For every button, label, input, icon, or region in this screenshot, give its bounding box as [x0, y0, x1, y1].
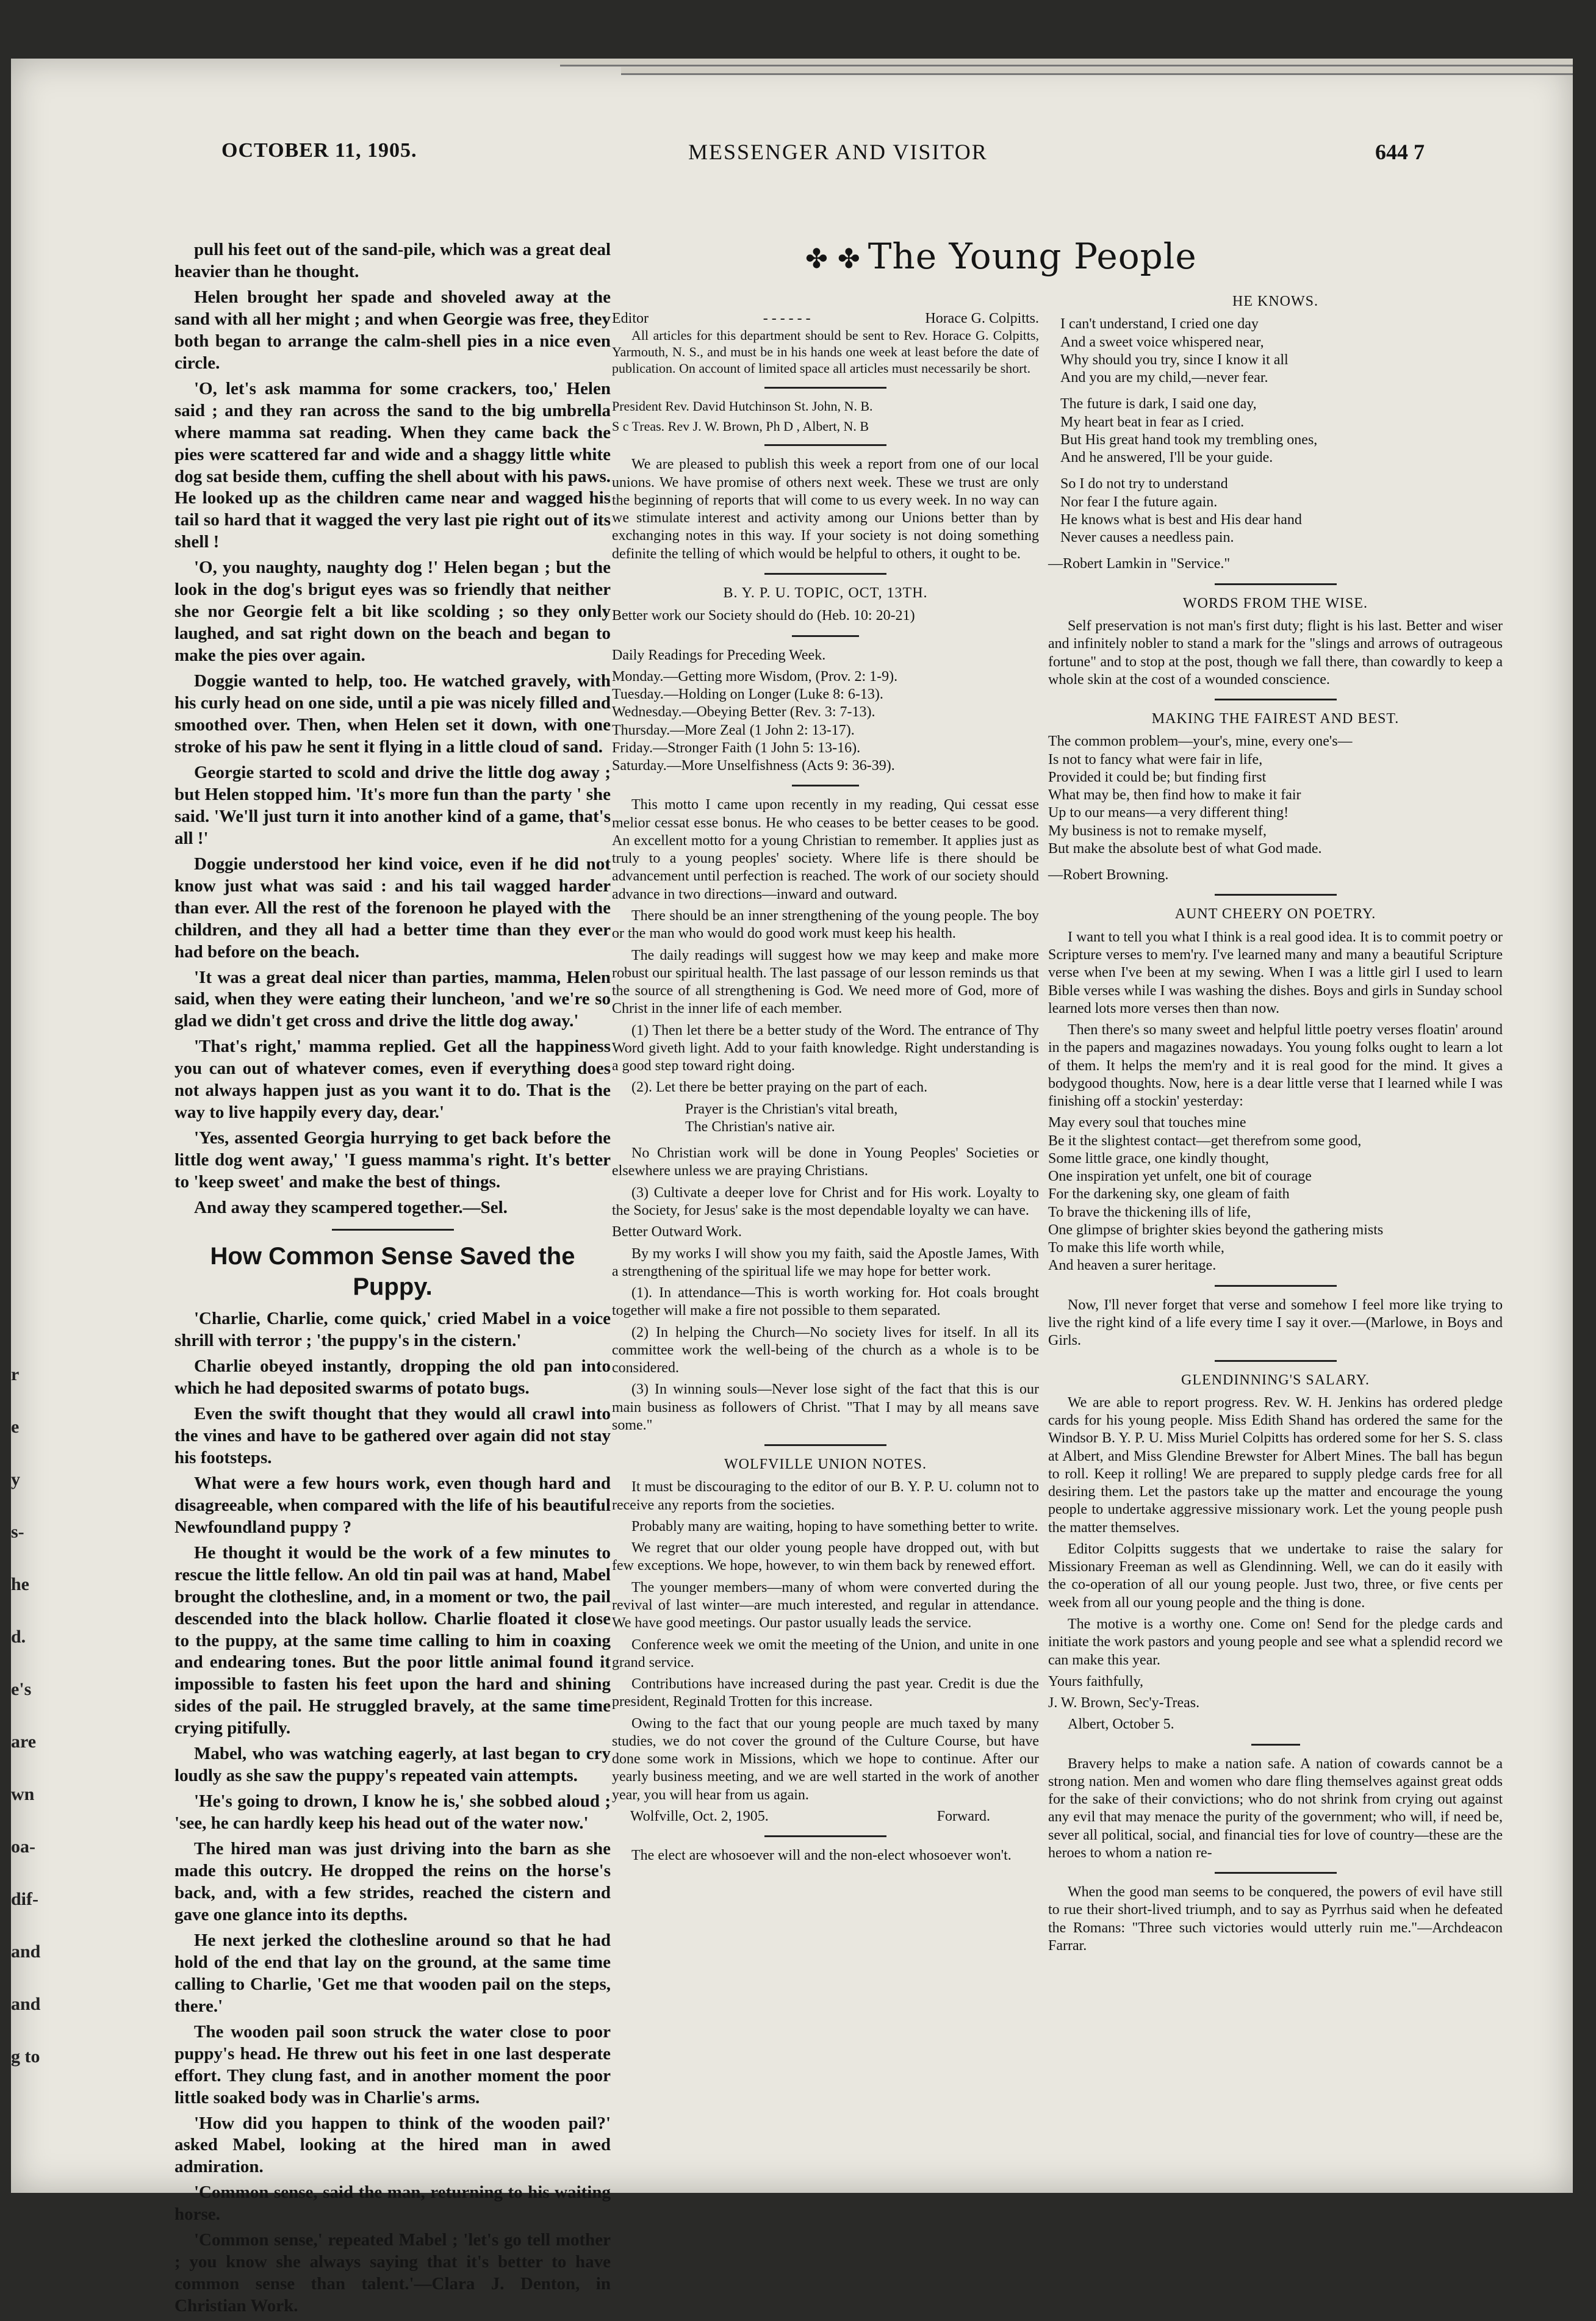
- margin-fragment: d.: [11, 1627, 26, 1647]
- paragraph: The younger members—many of whom were converted during the revival of last winter—are much interested, and regular in attendance. We have good meetings. Our pastor usually leads the service.: [612, 1579, 1039, 1632]
- fairest-poem: The common problem—your's, mine, every one's— Is not to fancy what were fair in life, Provided it could be; but finding first What may be, then find how to make it fair Up to our means—a very different thing! My business is not to remake myself, But make the absolute best of what God made.: [1048, 733, 1353, 857]
- paragraph: (2) In helping the Church—No society lives for itself. In all its committee work the well-being of the church as a whole is to be considered.: [612, 1324, 1039, 1376]
- paragraph: Conference week we omit the meeting of the Union, and unite in one grand service.: [612, 1636, 1039, 1671]
- he-knows-attribution: —Robert Lamkin in "Service.": [1048, 556, 1231, 572]
- daily-heading: Daily Readings for Preceding Week.: [612, 647, 826, 663]
- paragraph: (3) Cultivate a deeper love for Christ and for His work. Loyalty to the Society, for Jesus' sake is the most dependable loyalty we can have.: [612, 1184, 1039, 1218]
- margin-fragment: s-: [11, 1522, 24, 1542]
- puppy-story: [174, 1308, 611, 2317]
- he-knows-poem: [1048, 315, 1503, 547]
- poem-stanza: I can't understand, I cried one day And a sweet voice whispered near, Why should you try, since I know it all And you are my child,—never fear.: [1060, 316, 1289, 386]
- topic-body: [612, 796, 1039, 1096]
- glendinning-signature: J. W. Brown, Sec'y-Treas.: [1048, 1695, 1200, 1711]
- margin-fragment: he: [11, 1574, 29, 1594]
- editor-line: [612, 310, 1039, 328]
- signature-word: Forward.: [936, 1808, 990, 1824]
- bravery-paragraph: Bravery helps to make a nation safe. A nation of cowards cannot be a strong nation. Men and women who dare fling themselves against great odds for the sake of their convictions; who do not shrink from crying out against any evil that may menace the purity of the government; who will, if need be, sever all political, social, and financial ties for love of country—these are the heroes to whom a nation re-: [1048, 1755, 1503, 1861]
- paragraph: 'How did you happen to think of the wooden pail?' asked Mabel, looking at the hired man in awed admiration.: [174, 2113, 611, 2177]
- paragraph: 'O, you naughty, naughty dog !' Helen began ; but the look in the dog's brigut eyes was so friendly that neither she nor Georgie felt a bit like scolding ; so they only laughed, and sat right down on the beach and began to make the pies over again.: [174, 558, 611, 666]
- issue-date: OCTOBER 11, 1905.: [221, 139, 417, 162]
- story-continuation: [174, 239, 611, 1219]
- paragraph: 'That's right,' mamma replied. Get all the happiness you can out of whatever comes, even if everything does not always happen just as you want it to do. That is the way to live happily every day, dear.': [174, 1037, 611, 1123]
- editor-label: Editor: [612, 311, 649, 326]
- paragraph: Even the swift thought that they would all crawl into the vines and have to be gathered over again did not stay his footsteps.: [174, 1403, 611, 1467]
- margin-fragment: g to: [11, 2046, 40, 2067]
- paragraph: Contributions have increased during the past year. Credit is due the president, Reginald Trotten for this increase.: [612, 1676, 1039, 1710]
- paragraph: Editor Colpitts suggests that we undertake to raise the salary for Missionary Freeman as well as Glendinning. Well, we can do it easily with the co-operation of all our young people. Just two, three, or five cents per week from all our young people and the thing is done.: [1048, 1541, 1503, 1611]
- divider: [1215, 699, 1337, 700]
- flourish-icon: ✤ ✤: [805, 243, 861, 275]
- column-right: [1048, 284, 1503, 1959]
- divider: [1215, 1360, 1337, 1362]
- margin-fragment: y: [11, 1469, 20, 1489]
- topic-subheading: Better work our Society should do (Heb. 10: 20-21): [612, 608, 915, 624]
- section-title-text: The Young People: [868, 236, 1197, 277]
- elect-quote: The elect are whosoever will and the non-elect whosoever won't.: [631, 1848, 1012, 1864]
- aunt-cheery-ending: Now, I'll never forget that verse and somehow I feel more like trying to live the right kind of a life every time I say it over.—(Marlowe, in Boys and Girls.: [1048, 1297, 1503, 1349]
- divider: [764, 573, 886, 575]
- he-knows-heading: HE KNOWS.: [1232, 293, 1318, 309]
- paragraph: 'Common sense,' repeated Mabel ; 'let's go tell mother ; you know she always saying that it's better to have common sense than talent.'—Clara J. Denton, in Christian Work.: [174, 2230, 611, 2316]
- aunt-cheery-body: [1048, 929, 1503, 1111]
- page-edge: [560, 59, 1573, 67]
- wolfville-heading: WOLFVILLE UNION NOTES.: [724, 1456, 927, 1473]
- paragraph: He thought it would be the work of a few minutes to rescue the little fellow. An old tin pail was at hand, Mabel brought the clothesline, and, in a moment or two, the pail descended into the black hollow. Charlie floated it close to the puppy, at the same time calling to him in coaxing and endearing tones. But the poor little animal found it impossible to fasten his feet upon the hard and shining sides of the pail. He struggled bravely, at the same time crying pitifully.: [174, 1542, 611, 1738]
- page-number: 644 7: [1375, 140, 1425, 164]
- paragraph: Charlie obeyed instantly, dropping the old pan into which he had deposited swarms of potato bugs.: [174, 1356, 611, 1398]
- fairest-attribution: —Robert Browning.: [1048, 867, 1169, 883]
- fairest-heading: MAKING THE FAIREST AND BEST.: [1151, 711, 1400, 727]
- divider: [764, 387, 886, 389]
- glendinning-closing: Yours faithfully,: [1048, 1673, 1144, 1689]
- newspaper-title: MESSENGER AND VISITOR: [688, 140, 988, 164]
- aunt-cheery-heading: AUNT CHEERY ON POETRY.: [1174, 906, 1376, 923]
- paragraph: He next jerked the clothesline around so that he had hold of the end that lay on the ground, at the same time calling to Charlie, 'Get me that wooden pail on the steps, there.': [174, 1930, 611, 2016]
- topic-heading: B. Y. P. U. TOPIC, OCT, 13TH.: [723, 585, 928, 601]
- divider: [764, 444, 886, 446]
- daily-readings-list: [612, 668, 1039, 775]
- poem-stanza: The future is dark, I said one day, My heart beat in fear as I cried. But His great hand took my trembling ones, And he answered, I'll be your guide.: [1060, 396, 1318, 466]
- glendinning-body: [1048, 1394, 1503, 1669]
- wolfville-body: [612, 1478, 1039, 1804]
- daily-reading-item: Thursday.—More Zeal (1 John 2: 13-17).: [612, 722, 855, 738]
- left-margin-fragments: [11, 1364, 43, 2099]
- paragraph: (1) Then let there be a better study of the Word. The entrance of Thy Word giveth light. Add to your faith knowledge. Right understanding is a good step toward right doing.: [612, 1022, 1039, 1074]
- daily-reading-item: Wednesday.—Obeying Better (Rev. 3: 7-13).: [612, 704, 875, 721]
- paragraph: I want to tell you what I think is a real good idea. It is to commit poetry or Scripture verses to mem'ry. I've learned many and many a beautiful Scripture verse when I've been at my sewing. When I was a little girl I used to learn Bible verses while I was washing the dishes. Boys and girls in Sunday school learned lots more verses then than now.: [1048, 929, 1503, 1017]
- paragraph: The hired man was just driving into the barn as she made this outcry. He dropped the reins on the horse's back, and, with a few strides, reached the cistern and gave one glance into its depths.: [174, 1839, 611, 1924]
- divider: [1251, 1744, 1300, 1746]
- treasurer-line: S c Treas. Rev J. W. Brown, Ph D , Albert, N. B: [612, 418, 869, 434]
- paragraph: By my works I will show you my faith, said the Apostle James, With a strengthening of the spiritual life we may hope for better work.: [612, 1245, 1039, 1279]
- topic-body-2: [612, 1145, 1039, 1220]
- daily-reading-item: Saturday.—More Unselfishness (Acts 9: 36-39).: [612, 758, 895, 774]
- margin-fragment: dif-: [11, 1889, 38, 1909]
- farrar-quote: When the good man seems to be conquered, the powers of evil have still to rue their short-lived triumph, and to say as Pyrrhus said when he defeated the Romans: "Three such victories would utterly ruin me."—Archdeacon Farrar.: [1048, 1884, 1503, 1954]
- paragraph: And away they scampered together.—Sel.: [194, 1198, 508, 1218]
- paragraph: 'He's going to drown, I know he is,' she sobbed aloud ; 'see, he can hardly keep his head out of the water now.': [174, 1791, 611, 1833]
- paragraph: The daily readings will suggest how we may keep and make more robust our spiritual health. The last passage of our lesson reminds us that the source of all strengthening is God. We need more of God, more of Christ in the inner life of each member.: [612, 947, 1039, 1017]
- aunt-cheery-poem: May every soul that touches mine Be it the slightest contact—get therefrom some good, Some little grace, one kindly thought, One inspiration yet unfelt, one bit of courage For the darkening sky, one gleam of faith To brave the thickening ills of life, One glimpse of brighter skies beyond the gathering mists To make this life worth while, And heaven a surer heritage.: [1048, 1115, 1384, 1274]
- margin-fragment: are: [11, 1732, 37, 1752]
- paragraph: Georgie started to scold and drive the little dog away ; but Helen stopped him. 'It's more fun than the party ' she said. 'We'll just turn it into another kind of a game, that's all !': [174, 762, 611, 848]
- divider: [792, 635, 859, 637]
- glendinning-heading: GLENDINNING'S SALARY.: [1181, 1372, 1370, 1388]
- paragraph: pull his feet out of the sand-pile, which was a great deal heavier than he thought.: [174, 240, 611, 281]
- paragraph: Doggie understood her kind voice, even if he did not know just what was said : and his tail wagged harder than ever. All the rest of the forenoon he played with the children, and they all had a better time than they ever had before on the beach.: [174, 854, 611, 962]
- paragraph: 'It was a great deal nicer than parties, mamma, Helen said, when they were eating their luncheon, 'and we're so glad we didn't get cross and drive the little dog away.': [174, 967, 611, 1031]
- paragraph: We regret that our older young people have dropped out, with but few exceptions. We hope, however, to win them back by renewed effort.: [612, 1540, 1039, 1574]
- divider: [1215, 1872, 1337, 1874]
- signature-place: Wolfville, Oct. 2, 1905.: [630, 1808, 769, 1824]
- newspaper-page: [11, 59, 1573, 2316]
- margin-fragment: r: [11, 1364, 20, 1384]
- daily-reading-item: Tuesday.—Holding on Longer (Luke 8: 6-13).: [612, 686, 883, 703]
- paragraph: What were a few hours work, even though hard and disagreeable, when compared with the life of his beautiful Newfoundland puppy ?: [174, 1473, 611, 1537]
- paragraph: (3) In winning souls—Never lose sight of the fact that this is our main business as followers of Christ. "That I may by all means save some.": [612, 1381, 1039, 1433]
- paragraph: The motive is a worthy one. Come on! Send for the pledge cards and initiate the work pastors and young people and see what a splendid record we can make this year.: [1048, 1616, 1503, 1668]
- page-edge: [621, 67, 1573, 75]
- paragraph: Then there's so many sweet and helpful little poetry verses floatin' around in the papers and magazines nowadays. You young folks ought to learn a lot of them. It helps the mem'ry and it is real good for the mind. It gives a bodygood thoughts. Now, here is a dear little verse that I learned while I was finishing off a stockin' yesterday:: [1048, 1022, 1503, 1110]
- glendinning-place: Albert, October 5.: [1068, 1716, 1174, 1733]
- paragraph: There should be an inner strengthening of the young people. The boy or the man who would do good work must keep his health.: [612, 907, 1039, 942]
- paragraph: (2). Let there be better praying on the part of each.: [631, 1079, 928, 1096]
- margin-fragment: and: [11, 1994, 41, 2014]
- margin-fragment: e's: [11, 1679, 32, 1699]
- section-title: [798, 236, 1197, 277]
- paragraph: 'Common sense, said the man, returning to his waiting horse.: [174, 2182, 611, 2225]
- paragraph: The wooden pail soon struck the water close to poor puppy's head. He threw out his feet in one last desperate effort. They clung fast, and in another moment the poor little soaked body was in Charlie's arms.: [174, 2021, 611, 2107]
- paragraph: Owing to the fact that our young people are much taxed by many studies, we do not cover the ground of the Culture Course, but have done some work in Missions, which we hope to continue. After our yearly business meeting, and we are well started in the work of another year, you will hear from us again.: [612, 1715, 1039, 1803]
- margin-fragment: e: [11, 1417, 20, 1437]
- prayer-poem: Prayer is the Christian's vital breath, The Christian's native air.: [685, 1101, 898, 1135]
- column-left: [174, 239, 611, 2321]
- margin-fragment: oa-: [11, 1837, 35, 1857]
- paragraph: 'Charlie, Charlie, come quick,' cried Mabel in a voice shrill with terror ; 'the puppy's in the cistern.': [174, 1309, 611, 1351]
- margin-fragment: and: [11, 1941, 41, 1962]
- paragraph: 'Yes, assented Georgia hurrying to get back before the little dog went away,' 'I guess mamma's right. It's better to 'keep sweet' and make the best of things.: [174, 1128, 611, 1192]
- paragraph: 'O, let's ask mamma for some crackers, too,' Helen said ; and they ran across the sand to the big umbrella where mamma sat reading. When they came back the pies were scattered far and wide and a shaggy little white dog sat beside them, cuffing the shell about with his paws. He looked up as the children came near and wagged his tail so hard that it wagged the very last pie right out of its shell !: [174, 378, 611, 552]
- divider: [792, 785, 859, 786]
- divider: [332, 1229, 454, 1231]
- divider: [1215, 583, 1337, 585]
- paragraph: Probably many are waiting, hoping to have something better to write.: [631, 1518, 1038, 1535]
- paragraph: Helen brought her spade and shoveled away at the sand with all her might ; and when Georgie was free, they both began to arrange the calm-shell pies in a nice even circle.: [174, 287, 611, 373]
- story-heading: How Common Sense Saved the Puppy.: [210, 1242, 575, 1300]
- paragraph: Mabel, who was watching eagerly, at last began to cry loudly as she saw the puppy's repeated vain attempts.: [174, 1744, 611, 1786]
- paragraph: This motto I came upon recently in my reading, Qui cessat esse melior cessat esse bonus. He who ceases to be better ceases to be good. An excellent motto for a young Christian to remember. It applies just as truly to a young peoples' society. Where life is there should be advancement until perfection is reached. The work of our society should advance in two directions—inward and outward.: [612, 797, 1039, 902]
- divider: [764, 1835, 886, 1837]
- divider: [1215, 894, 1337, 896]
- paragraph: Doggie wanted to help, too. He watched gravely, with his curly head on one side, until a pie was nicely filled and smoothed over. Then, when Helen set it down, with one stroke of his paw he sent it flying in a little cloud of sand.: [174, 671, 611, 757]
- divider: [764, 1444, 886, 1446]
- outward-heading: Better Outward Work.: [612, 1224, 742, 1240]
- column-middle: [612, 310, 1039, 1868]
- margin-fragment: wn: [11, 1784, 35, 1804]
- editor-note: All articles for this department should be sent to Rev. Horace G. Colpitts, Yarmouth, N. S., and must be in his hands one week at least before the date of publication. On account of limited space all articles must necessarily be short.: [612, 328, 1039, 376]
- wise-heading: WORDS FROM THE WISE.: [1182, 595, 1368, 611]
- poem-stanza: So I do not try to understand Nor fear I the future again. He knows what is best and His dear hand Never causes a needless pain.: [1060, 476, 1302, 546]
- paragraph: (1). In attendance—This is worth working for. Hot coals brought together will make a fire not possible to them separated.: [612, 1285, 1039, 1319]
- editor-dashes: - - - - - -: [763, 311, 811, 326]
- paragraph: We are able to report progress. Rev. W. H. Jenkins has ordered pledge cards for his young people. Miss Edith Shand has ordered the same for the Windsor B. Y. P. U. Miss Muriel Colpitts has ordered some for her S. S. class at Albert, and Miss Glendine Brewster for Albert Mines. The ball has begun to roll. Keep it rolling! We are prepared to supply pledge cards free for all desiring them. Let the pastors take up the matter and encourage the young people to undertake aggressive missionary work. Let the young people push the matter themselves.: [1048, 1394, 1503, 1536]
- daily-reading-item: Friday.—Stronger Faith (1 John 5: 13-16).: [612, 739, 861, 756]
- intro-paragraph: We are pleased to publish this week a report from one of our local unions. We have promise of others next week. These we trust are only the beginning of reports that will come to us every week. In no way can we stimulate interest and activity among our Unions better than by exchanging notes in this way. If your society is not doing something definite the telling of which would be helpful to others, it ought to be.: [612, 456, 1039, 562]
- daily-reading-item: Monday.—Getting more Wisdom, (Prov. 2: 1-9).: [612, 668, 898, 685]
- president-line: President Rev. David Hutchinson St. John, N. B.: [612, 398, 873, 414]
- paragraph: It must be discouraging to the editor of our B. Y. P. U. column not to receive any reports from the societies.: [612, 1479, 1039, 1513]
- editor-name: Horace G. Colpitts.: [925, 311, 1039, 326]
- wolfville-signature: [612, 1808, 1039, 1826]
- outward-body: [612, 1245, 1039, 1435]
- divider: [1215, 1285, 1337, 1287]
- wise-text: Self preservation is not man's first duty; flight is his last. Better and wiser and infinitely nobler to stand a mark for the "slings and arrows of outrageous fortune" and to stop at the post, though we fall there, than cowardly to keep a whole skin at the cost of a wounded conscience.: [1048, 617, 1503, 688]
- paragraph: No Christian work will be done in Young Peoples' Societies or elsewhere unless we are praying Christians.: [612, 1145, 1039, 1179]
